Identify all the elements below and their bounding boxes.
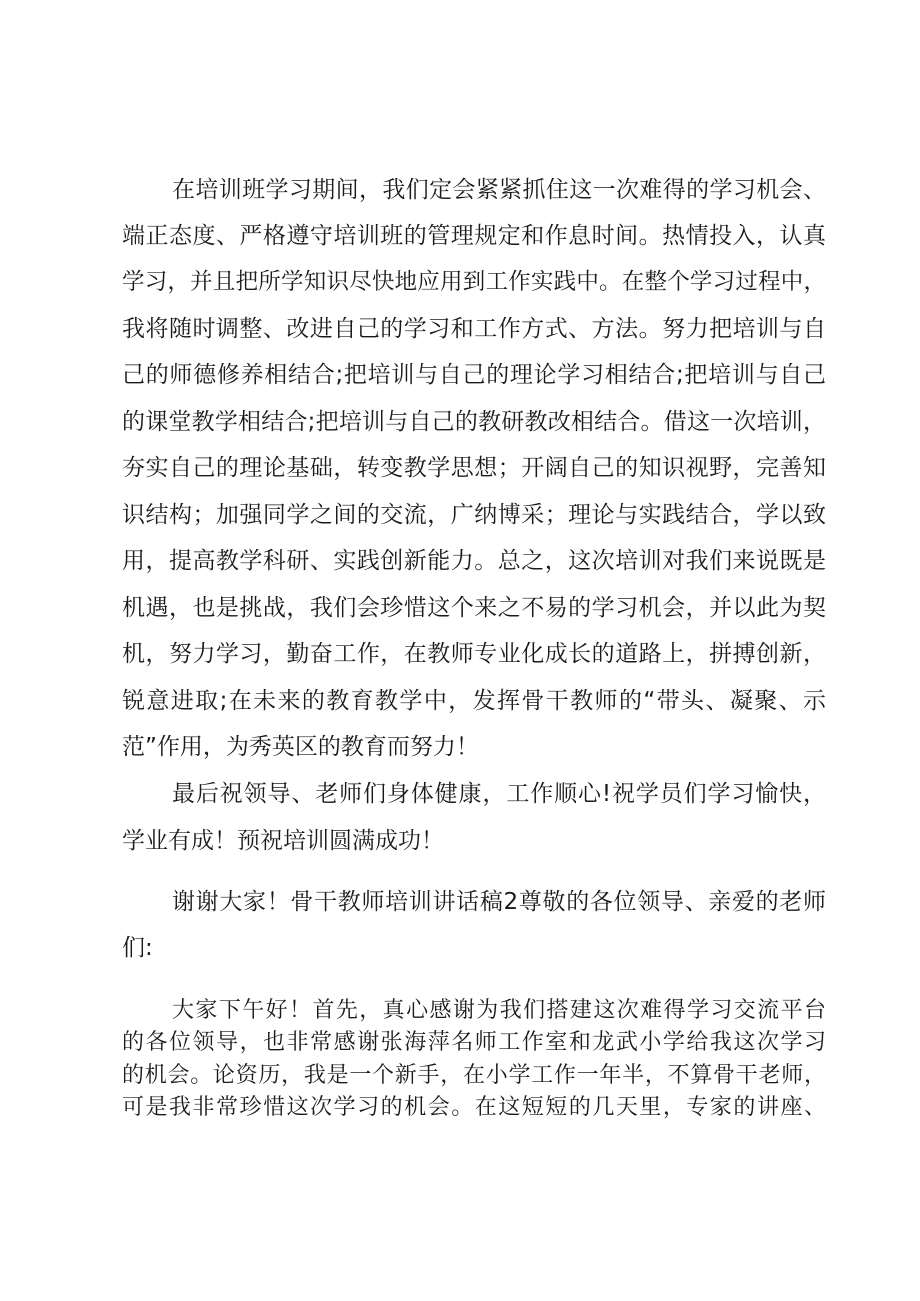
paragraph-line: 在培训班学习期间，我们定会紧紧抓住这一次难得的学习机会、 — [172, 177, 826, 203]
paragraph-line: 最后祝领导、老师们身体健康，工作顺心!祝学员们学习愉快， — [172, 781, 826, 807]
paragraph-line: 端正态度、严格遵守培训班的管理规定和作息时间。热情投入，认真 — [122, 223, 826, 249]
paragraph-line: 的各位领导，也非常感谢张海萍名师工作室和龙武小学给我这次学习 — [122, 1030, 826, 1055]
paragraph-line: 学习，并且把所学知识尽快地应用到工作实践中。在整个学习过程中， — [122, 269, 826, 295]
paragraph-line: 们: — [122, 935, 153, 961]
paragraph-line: 机，努力学习，勤奋工作，在教师专业化成长的道路上，拼搏创新， — [122, 641, 826, 667]
paragraph-line: 我将随时调整、改进自己的学习和工作方式、方法。努力把培训与自 — [122, 316, 826, 342]
paragraph-line: 谢谢大家！骨干教师培训讲话稿2尊敬的各位领导、亲爱的老师 — [172, 889, 826, 915]
paragraph-line: 大家下午好！首先，真心感谢为我们搭建这次难得学习交流平台 — [172, 998, 826, 1023]
paragraph-line: 的课堂教学相结合;把培训与自己的教研教改相结合。借这一次培训， — [122, 409, 826, 435]
paragraph-line: 锐意进取;在未来的教育教学中，发挥骨干教师的“带头、凝聚、示 — [122, 688, 826, 714]
paragraph-line: 夯实自己的理论基础，转变教学思想；开阔自己的知识视野，完善知 — [122, 455, 826, 481]
paragraph-line: 用，提高教学科研、实践创新能力。总之，这次培训对我们来说既是 — [122, 548, 826, 574]
paragraph-line: 己的师德修养相结合;把培训与自己的理论学习相结合;把培训与自己 — [122, 362, 826, 388]
paragraph-line: 可是我非常珍惜这次学习的机会。在这短短的几天里，专家的讲座、 — [122, 1095, 826, 1120]
paragraph-line: 识结构；加强同学之间的交流，广纳博采；理论与实践结合，学以致 — [122, 502, 826, 528]
paragraph-line: 机遇，也是挑战，我们会珍惜这个来之不易的学习机会，并以此为契 — [122, 595, 826, 621]
paragraph-line: 学业有成！预祝培训圆满成功！ — [122, 828, 444, 854]
paragraph-line: 的机会。论资历，我是一个新手，在小学工作一年半，不算骨干老师， — [122, 1063, 826, 1088]
paragraph-line: 范”作用，为秀英区的教育而努力！ — [122, 734, 479, 760]
